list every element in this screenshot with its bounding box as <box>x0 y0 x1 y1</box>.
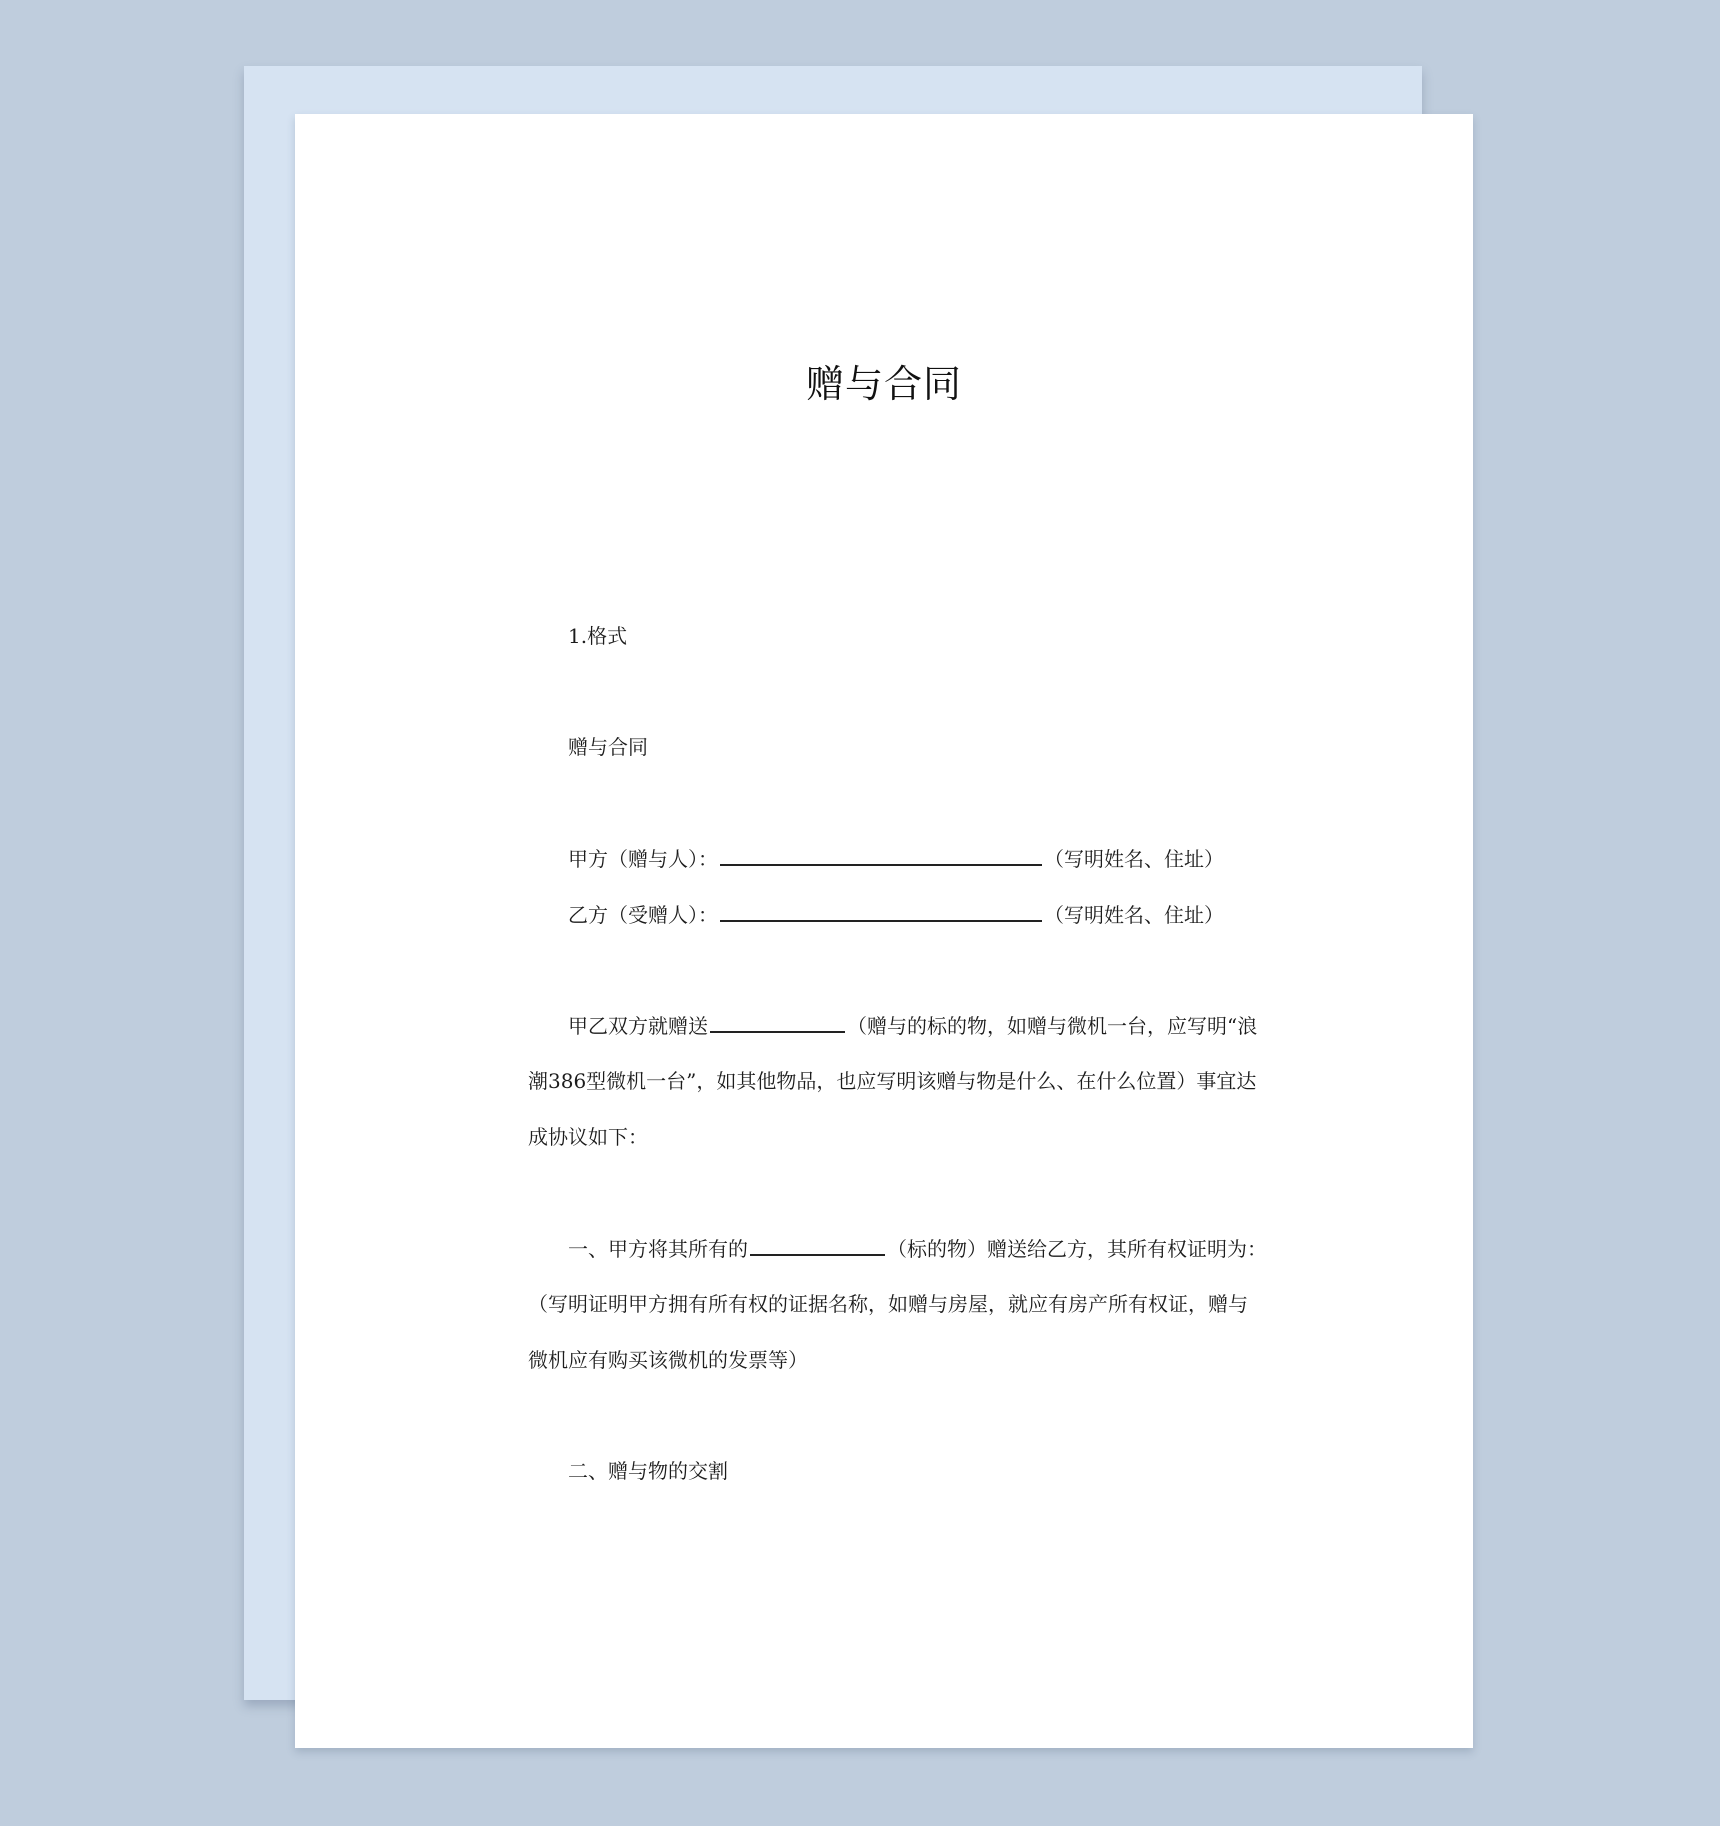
party-a-blank <box>720 844 1042 866</box>
party-b-blank <box>720 900 1042 922</box>
clause-1-prefix: 一、甲方将其所有的 <box>568 1237 748 1261</box>
clause-1-suffix: （标的物）赠送给乙方，其所有权证明为： <box>887 1237 1267 1261</box>
document-title: 赠与合同 <box>805 362 962 406</box>
clause-1-line-2: （写明证明甲方拥有所有权的证据名称，如赠与房屋，就应有房产所有权证，赠与 <box>528 1292 1248 1316</box>
document-page <box>295 114 1473 1748</box>
gift-item-blank <box>710 1011 845 1033</box>
intro-line-2: 潮386型微机一台”，如其他物品，也应写明该赠与物是什么、在什么位置）事宜达 <box>528 1069 1257 1093</box>
clause-1-line-1 <box>568 1234 1267 1263</box>
intro-suffix: （赠与的标的物，如赠与微机一台，应写明“浪 <box>847 1014 1258 1038</box>
section-heading-format: 1.格式 <box>568 624 628 648</box>
intro-line-3: 成协议如下： <box>528 1125 648 1149</box>
intro-prefix: 甲乙双方就赠送 <box>568 1014 708 1038</box>
intro-line-1 <box>568 1011 1257 1040</box>
party-a-note: （写明姓名、住址） <box>1044 847 1224 871</box>
clause-2-heading: 二、赠与物的交割 <box>568 1459 728 1483</box>
clause-1-line-3: 微机应有购买该微机的发票等） <box>528 1348 808 1372</box>
party-a-line <box>568 844 1224 873</box>
party-b-line <box>568 900 1224 929</box>
contract-subtitle: 赠与合同 <box>568 735 648 759</box>
party-b-label: 乙方（受赠人）： <box>568 903 718 927</box>
party-b-note: （写明姓名、住址） <box>1044 903 1224 927</box>
clause-1-blank <box>750 1234 885 1256</box>
party-a-label: 甲方（赠与人）： <box>568 847 718 871</box>
